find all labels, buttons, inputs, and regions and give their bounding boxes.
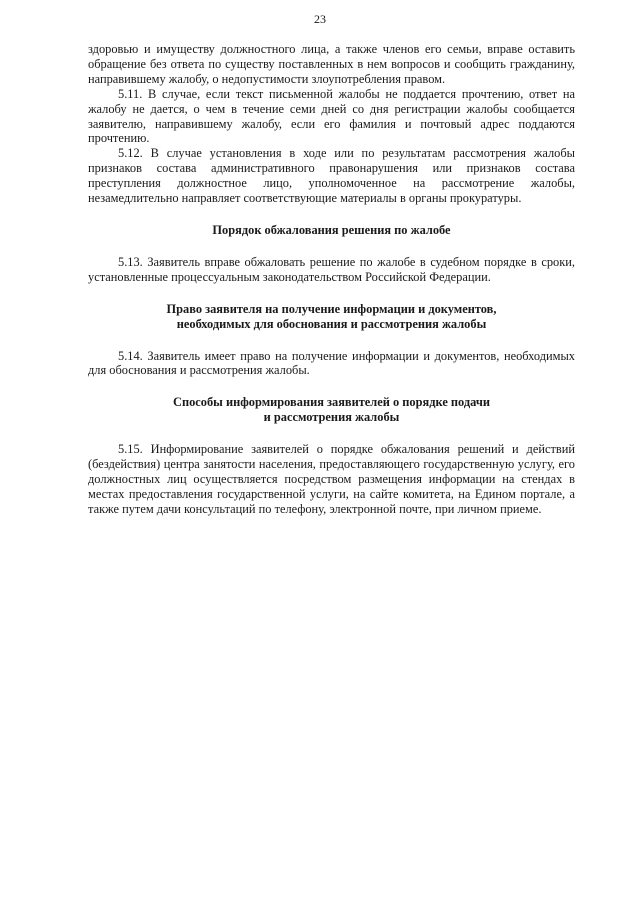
heading-line: необходимых для обоснования и рассмотрения жалобы: [176, 316, 487, 331]
page-number: 23: [314, 12, 326, 26]
section-heading-informing-methods: [88, 395, 575, 425]
heading-line: и рассмотрения жалобы: [263, 410, 400, 425]
paragraph-5-11: 5.11. В случае, если текст письменной жалобы не поддается прочтению, ответ на жалобу не дается, о чем в течение семи дней со дня регистрации жалобы сообщается заявителю, направившему жалобу, если его фамилия и почтовый адрес поддаются прочтению.: [88, 86, 575, 146]
paragraph-5-15: 5.15. Информирование заявителей о порядке обжалования решений и действий (бездействия) центра занятости населения, предоставляющего государственную услугу, его должностных лиц осуществляется посредством размещения информации на стендах в местах предоставления государственной услуги, на сайте комитета, на Едином портале, а также путем дачи консультаций по телефону, электронной почте, при личном приеме.: [88, 442, 575, 516]
paragraph-5-14: 5.14. Заявитель имеет право на получение информации и документов, необходимых для обоснования и рассмотрения жалобы.: [88, 348, 575, 378]
heading-line: Способы информирования заявителей о порядке подачи: [173, 395, 490, 410]
paragraph-5-13: 5.13. Заявитель вправе обжаловать решение по жалобе в судебном порядке в сроки, установленные процессуальным законодательством Российской Федерации.: [88, 254, 575, 284]
document-body: [88, 42, 575, 517]
heading-line: Право заявителя на получение информации и документов,: [166, 301, 497, 316]
paragraph-continuation: здоровью и имуществу должностного лица, а также членов его семьи, вправе оставить обращение без ответа по существу поставленных в нем вопросов и сообщить гражданину, направившему жалобу, о недопустимости злоупотребления правом.: [88, 42, 575, 86]
section-heading-right-to-information: [88, 302, 575, 332]
section-heading-appeal-procedure: Порядок обжалования решения по жалобе: [212, 222, 451, 237]
paragraph-5-12: 5.12. В случае установления в ходе или по результатам рассмотрения жалобы признаков состава административного правонарушения или признаков состава преступления должностное лицо, уполномоченное на рассмотрение жалобы, незамедлительно направляет соответствующие материалы в органы прокуратуры.: [88, 146, 575, 206]
